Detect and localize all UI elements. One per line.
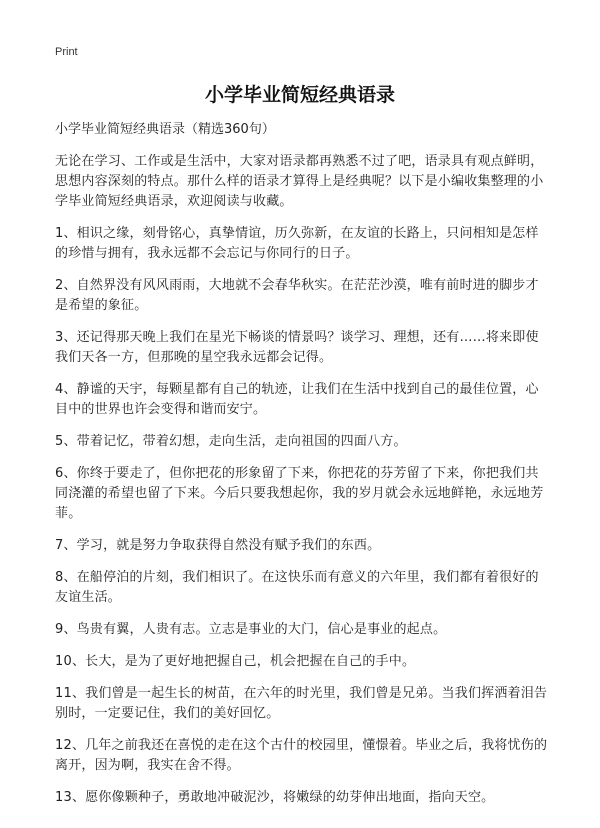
quote-item: 3、还记得那天晚上我们在星光下畅谈的情景吗？谈学习、理想，还有……将来即使我们天各一方，但那晚的星空我永远都会记得。 — [55, 330, 539, 365]
intro-paragraph: 无论在学习、工作或是生活中，大家对语录都再熟悉不过了吧，语录具有观点鲜明，思想内容深刻的特点。那什么样的语录才算得上是经典呢？以下是小编收集整理的小学毕业简短经典语录，欢迎阅读与收藏。 — [55, 154, 544, 209]
quote-item: 8、在船停泊的片刻，我们相识了。在这快乐而有意义的六年里，我们都有着很好的友谊生活。 — [55, 570, 539, 605]
page-title: 小学毕业简短经典语录 — [204, 84, 395, 106]
quote-item: 12、几年之前我还在喜悦的走在这个古什的校园里，懂憬着。毕业之后，我将忧伤的离开，因为啊，我实在舍不得。 — [55, 738, 548, 773]
quote-item: 11、我们曾是一起生长的树苗，在六年的时光里，我们曾是兄弟。当我们挥洒着泪告别时，一定要记住，我们的美好回忆。 — [55, 686, 548, 721]
print-link[interactable]: Print — [55, 46, 78, 58]
quote-item: 13、愿你像颗种子，勇敢地冲破泥沙，将嫩绿的幼芽伸出地面，指向天空。 — [55, 790, 495, 805]
quote-item: 1、相识之缘，刻骨铭心，真挚情谊，历久弥新，在友谊的长路上，只问相知是怎样的珍惜与拥有，我永远都不会忘记与你同行的日子。 — [55, 226, 539, 261]
quote-item: 7、学习，就是努力争取获得自然没有赋予我们的东西。 — [55, 538, 381, 553]
quote-item: 9、鸟贵有翼，人贵有志。立志是事业的大门，信心是事业的起点。 — [55, 622, 447, 637]
article-subtitle: 小学毕业简短经典语录（精选360句） — [55, 122, 275, 137]
quote-item: 2、自然界没有风风雨雨，大地就不会春华秋实。在茫茫沙漠，唯有前时进的脚步才是希望的象征。 — [55, 278, 539, 313]
quote-item: 10、长大，是为了更好地把握自己，机会把握在自己的手中。 — [55, 654, 416, 669]
article-body — [55, 120, 550, 820]
quote-item: 6、你终于要走了，但你把花的形象留了下来，你把花的芬芳留了下来，你把我们共同浇灌的希望也留了下来。今后只要我想起你，我的岁月就会永远地鲜艳，永远地芳菲。 — [55, 466, 544, 521]
quote-item: 4、静谧的天宇，每颗星都有自己的轨迹，让我们在生活中找到自己的最佳位置，心目中的世界也许会变得和谐而安宁。 — [55, 382, 539, 417]
quote-item: 5、带着记忆，带着幻想，走向生活，走向祖国的四面八方。 — [55, 434, 407, 449]
